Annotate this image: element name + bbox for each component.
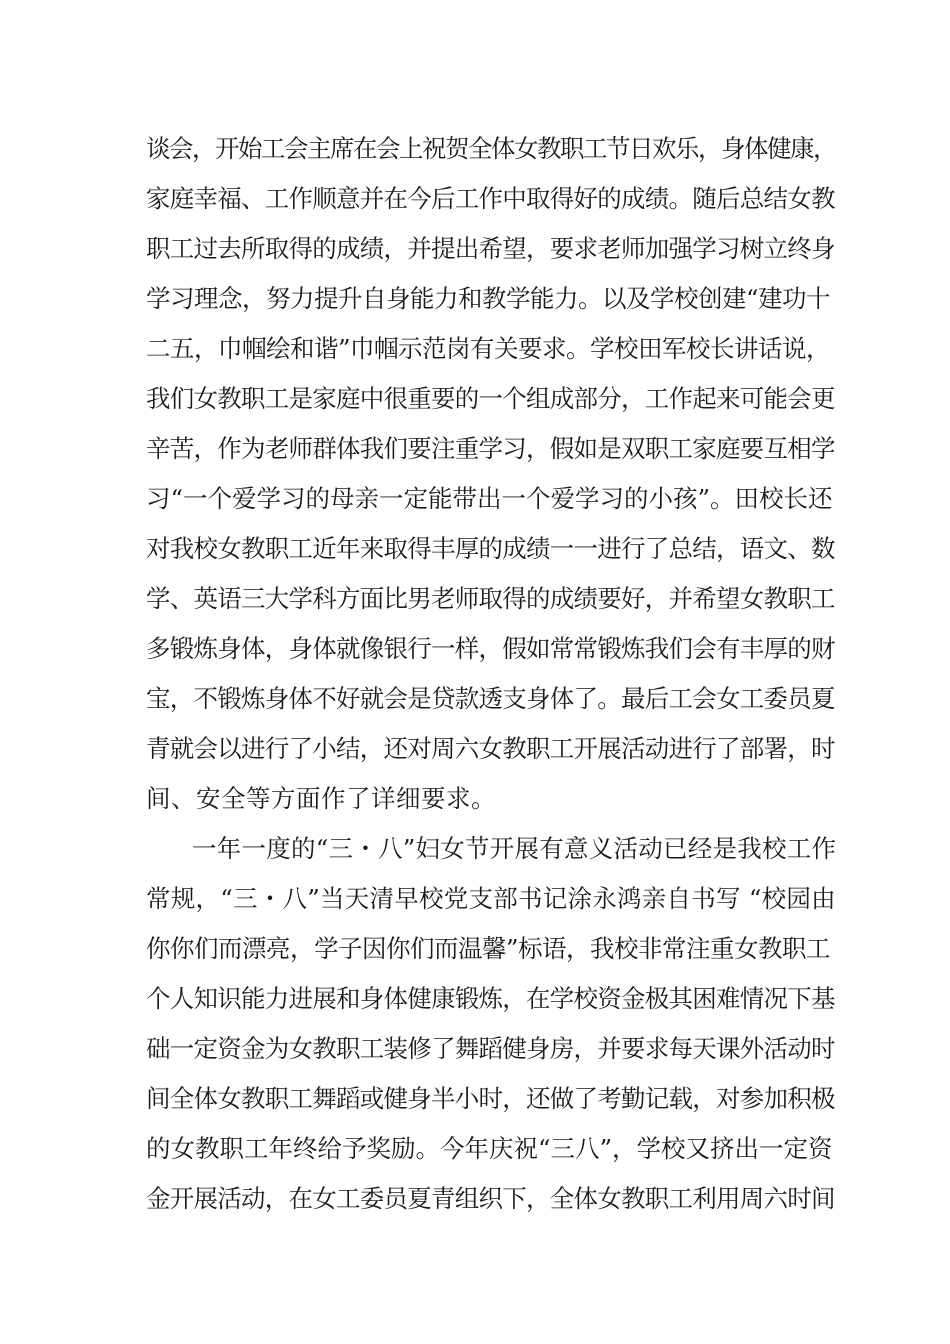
paragraph-2-line-6: 间全体女教职工舞蹈或健身半小时，还做了考勤记载，对参加积极 (146, 1084, 835, 1113)
paragraph-2-line-7: 的女教职工年终给予奖励。今年庆祝“三八”，学校又挤出一定资 (146, 1134, 833, 1163)
paragraph-1-line-1: 谈会，开始工会主席在会上祝贺全体女教职工节日欢乐，身体健康， (146, 134, 836, 163)
paragraph-1-line-4: 学习理念，努力提升自身能力和教学能力。以及学校创建“建功十 (146, 284, 831, 313)
paragraph-1-line-8: 习“一个爱学习的母亲一定能带出一个爱学习的小孩”。田校长还 (146, 484, 833, 513)
paragraph-2-line-8: 金开展活动，在女工委员夏青组织下，全体女教职工利用周六时间 (146, 1184, 835, 1213)
paragraph-1-line-10: 学、英语三大学科方面比男老师取得的成绩要好，并希望女教职工 (146, 584, 835, 613)
paragraph-1-line-5: 二五，巾帼绘和谐”巾帼示范岗有关要求。学校田军校长讲话说， (146, 334, 831, 363)
paragraph-1-line-14: 间、安全等方面作了详细要求。 (146, 784, 496, 813)
paragraph-2-line-2: 常规，“三・八”当天清早校党支部书记涂永鸿亲自书写 “校园由 (146, 884, 836, 913)
paragraph-1-line-2: 家庭幸福、工作顺意并在今后工作中取得好的成绩。随后总结女教 (146, 184, 835, 213)
paragraph-2-line-1: 一年一度的“三・八”妇女节开展有意义活动已经是我校工作 (192, 834, 837, 863)
paragraph-1-line-13: 青就会以进行了小结，还对周六女教职工开展活动进行了部署，时 (146, 734, 835, 763)
paragraph-2-line-3: 你你们而漂亮，学子因你们而温馨”标语，我校非常注重女教职工 (146, 934, 831, 963)
paragraph-1-line-7: 辛苦，作为老师群体我们要注重学习，假如是双职工家庭要互相学 (146, 434, 835, 463)
paragraph-1-line-6: 我们女教职工是家庭中很重要的一个组成部分，工作起来可能会更 (146, 384, 835, 413)
paragraph-1-line-9: 对我校女教职工近年来取得丰厚的成绩一一进行了总结，语文、数 (146, 534, 835, 563)
paragraph-1-line-11: 多锻炼身体，身体就像银行一样，假如常常锻炼我们会有丰厚的财 (146, 634, 835, 663)
paragraph-1-line-3: 职工过去所取得的成绩，并提出希望，要求老师加强学习树立终身 (146, 234, 835, 263)
paragraph-1-line-12: 宝，不锻炼身体不好就会是贷款透支身体了。最后工会女工委员夏 (146, 684, 835, 713)
paragraph-2-line-4: 个人知识能力进展和身体健康锻炼，在学校资金极其困难情况下基 (146, 984, 835, 1013)
paragraph-2-line-5: 础一定资金为女教职工装修了舞蹈健身房，并要求每天课外活动时 (146, 1034, 835, 1063)
